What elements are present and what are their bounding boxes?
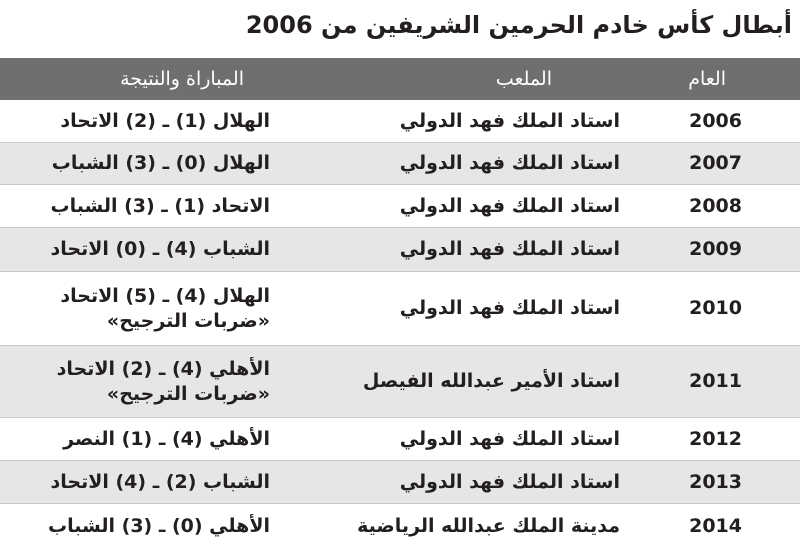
row-result (0, 109, 310, 133)
table-row (0, 143, 800, 185)
row-stadium: استاد الملك فهد الدولي (399, 152, 620, 175)
row-result (0, 151, 310, 175)
header-year: العام (688, 67, 726, 90)
table-row (0, 418, 800, 461)
header-result: المباراة والنتيجة (120, 67, 244, 90)
row-result-line1: الهلال (0) ـ (3) الشباب (51, 152, 270, 175)
row-stadium: استاد الملك فهد الدولي (399, 238, 620, 261)
row-year: 2011 (689, 370, 742, 393)
row-result (0, 284, 310, 333)
row-result-line1: الشباب (2) ـ (4) الاتحاد (50, 470, 270, 493)
table-row (0, 228, 800, 272)
header-stadium: الملعب (495, 67, 552, 90)
row-stadium: استاد الملك فهد الدولي (399, 427, 620, 450)
row-result-line1: الأهلي (4) ـ (1) النصر (63, 427, 270, 450)
row-year: 2006 (689, 109, 742, 132)
row-result-line1: الأهلي (4) ـ (2) الاتحاد (56, 358, 270, 381)
row-stadium: استاد الملك فهد الدولي (399, 194, 620, 217)
row-stadium: استاد الملك فهد الدولي (399, 297, 620, 320)
table-row (0, 461, 800, 504)
row-year: 2007 (689, 152, 742, 175)
row-year: 2013 (689, 470, 742, 493)
row-result (0, 427, 310, 451)
row-stadium: استاد الأمير عبدالله الفيصل (362, 370, 620, 393)
row-result-line2: «ضربات الترجيح» (106, 382, 270, 405)
row-result (0, 194, 310, 218)
row-stadium: استاد الملك فهد الدولي (399, 109, 620, 132)
row-year: 2010 (689, 297, 742, 320)
row-result (0, 470, 310, 494)
row-stadium: مدينة الملك عبدالله الرياضية (357, 514, 620, 537)
row-result-line1: الهلال (1) ـ (2) الاتحاد (60, 109, 270, 132)
row-stadium: استاد الملك فهد الدولي (399, 470, 620, 493)
row-year: 2008 (689, 194, 742, 217)
row-year: 2012 (689, 427, 742, 450)
row-result-line1: الاتحاد (1) ـ (3) الشباب (50, 194, 270, 217)
table-row (0, 100, 800, 143)
row-year: 2014 (689, 514, 742, 537)
row-result (0, 237, 310, 261)
row-result-line1: الشباب (4) ـ (0) الاتحاد (50, 238, 270, 261)
champions-table (0, 58, 800, 548)
table-row (0, 272, 800, 346)
row-year: 2009 (689, 238, 742, 261)
row-result-line2: «ضربات الترجيح» (106, 309, 270, 332)
table-row (0, 346, 800, 418)
table-header-row (0, 58, 800, 100)
table-row (0, 185, 800, 228)
page-title: أبطال كأس خادم الحرمين الشريفين من 2006 (245, 11, 792, 39)
row-result (0, 514, 310, 538)
row-result-line1: الهلال (4) ـ (5) الاتحاد (60, 285, 270, 308)
row-result-line1: الأهلي (0) ـ (3) الشباب (48, 514, 270, 537)
table-row (0, 504, 800, 548)
row-result (0, 357, 310, 406)
